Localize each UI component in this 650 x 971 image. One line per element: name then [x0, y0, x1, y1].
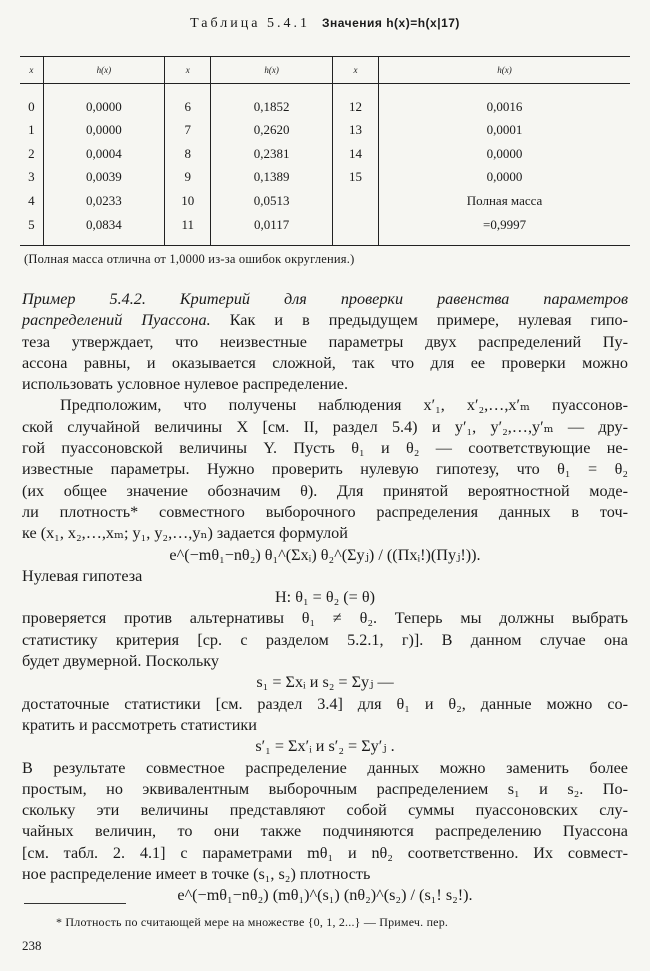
- text-line: чайных величин, то они также подчиняются распределению Пуассона: [22, 822, 628, 841]
- table-cell: 9: [165, 166, 211, 190]
- table-note: (Полная масса отлична от 1,0000 из-за ошибок округления.): [24, 252, 355, 266]
- table-row: [20, 119, 630, 143]
- text-line: ке (x₁, x₂,…,xₘ; y₁, y₂,…,yₙ) задается формулой: [22, 524, 348, 543]
- table-cell: 0,0000: [43, 95, 164, 119]
- text-line: Как и в предыдущем примере, нулевая гипо-: [229, 311, 629, 330]
- table-cell: 0,2381: [211, 142, 332, 166]
- table-cell: 2: [20, 142, 43, 166]
- table-cell: 0,0513: [211, 189, 332, 213]
- table-cell: 3: [20, 166, 43, 190]
- text-line: известные параметры. Нужно проверить нулевую гипотезу, что θ₁ = θ₂: [22, 460, 628, 479]
- text-line: ассона равны, и оказывается сложной, так что для ее проверки можно: [22, 353, 628, 372]
- table-cell: 0,0016: [486, 98, 523, 114]
- text-line: ской случайной величины X [см. II, раздел 5.4) и y′₁, y′₂,…,y′ₘ — дру-: [22, 417, 628, 436]
- table-cell: 8: [165, 142, 211, 166]
- table-row: [20, 213, 630, 246]
- formula-null-hypothesis: H: θ₁ = θ₂ (= θ): [274, 588, 375, 607]
- table-cell: 0,0834: [43, 213, 164, 246]
- table-cell: 4: [20, 189, 43, 213]
- example-heading-cont: распределений Пуассона.: [22, 311, 211, 330]
- table-cell: 0,0001: [486, 122, 523, 138]
- table-cell: 0,0004: [43, 142, 164, 166]
- table-cell: 12: [332, 95, 378, 119]
- table-row: [20, 189, 630, 213]
- text-line: ное распределение имеет в точке (s₁, s₂) плотность: [22, 865, 371, 884]
- table-cell: 0,0039: [43, 166, 164, 190]
- text-line: ли плотность* совместного выборочного распределения данных в точ-: [22, 502, 628, 521]
- table-cell: 1: [20, 119, 43, 143]
- text-line: скольку эти величины представляют собой суммы пуассоновских слу-: [22, 801, 628, 820]
- formula-statistics-prime: s′₁ = Σx′ᵢ и s′₂ = Σy′ⱼ .: [255, 737, 395, 756]
- table-cell: 0,1852: [211, 95, 332, 119]
- text-line: использовать условное нулевое распределение.: [22, 375, 349, 394]
- text-line: Предположим, что получены наблюдения x′₁, x′₂,…,x′ₘ пуассонов-: [60, 396, 628, 415]
- text-line: статистику критерия [ср. с разделом 5.2.1, г)]. В данном случае она: [22, 630, 628, 649]
- text-line: Нулевая гипотеза: [22, 566, 143, 585]
- formula-joint-density: e^(−mθ₁−nθ₂) θ₁^(Σxᵢ) θ₂^(Σyⱼ) / ((Πxᵢ!)(Πyⱼ!)).: [169, 545, 481, 564]
- footnote: * Плотность по считающей мере на множестве {0, 1, 2...} — Примеч. пер.: [56, 915, 449, 929]
- header-cell: x: [332, 57, 378, 84]
- table-row: [20, 142, 630, 166]
- table-caption-title: Значения h(x)=h(x|17): [321, 16, 460, 30]
- table-cell: 0,0000: [486, 169, 523, 185]
- header-cell: x: [165, 57, 211, 84]
- table-cell: 0,1389: [211, 166, 332, 190]
- text-line: проверяется против альтернативы θ₁ ≠ θ₂. Теперь мы должны выбрать: [22, 609, 628, 628]
- table-cell: 0: [20, 95, 43, 119]
- table-caption-label: Таблица 5.4.1: [190, 16, 310, 31]
- table-cell: 13: [332, 119, 378, 143]
- text-line: [см. табл. 2. 4.1] с параметрами mθ₁ и nθ₂ соответственно. Их совмест-: [22, 843, 628, 862]
- formula-sum-density: e^(−mθ₁−nθ₂) (mθ₁)^(s₁) (nθ₂)^(s₂) / (s₁! s₂!).: [177, 886, 473, 905]
- example-paragraph: [22, 289, 628, 907]
- table-cell: 15: [332, 166, 378, 190]
- text-line: достаточные статистики [см. раздел 3.4] для θ₁ и θ₂, данные можно со-: [22, 694, 628, 713]
- header-cell: h(x): [211, 57, 332, 84]
- text-line: В результате совместное распределение данных можно заменить более: [22, 758, 628, 777]
- table-cell: 10: [165, 189, 211, 213]
- table-caption: [0, 16, 650, 32]
- table-cell: Полная масса: [466, 192, 543, 208]
- table-cell: 0,0000: [43, 119, 164, 143]
- table-cell: 14: [332, 142, 378, 166]
- header-cell: x: [20, 57, 43, 84]
- values-table: [20, 56, 630, 246]
- text-line: гой пуассоновской величины Y. Пусть θ₁ и θ₂ — соответствующие не-: [22, 439, 628, 458]
- text-line: будет двумерной. Поскольку: [22, 652, 219, 671]
- table-cell: 0,0233: [43, 189, 164, 213]
- text-line: простым, но эквивалентным выборочным распределением s₁ и s₂. По-: [22, 779, 628, 798]
- text-line: кратить и рассмотреть статистики: [22, 715, 257, 734]
- table-cell: [332, 213, 378, 246]
- example-heading: Пример 5.4.2. Критерий для проверки равенства параметров: [22, 290, 628, 308]
- table-cell: 0,0117: [211, 213, 332, 246]
- page-number: 238: [22, 938, 42, 953]
- table-cell: [332, 189, 378, 213]
- table-cell: =0,9997: [379, 213, 630, 246]
- table-cell: 5: [20, 213, 43, 246]
- table-cell: 7: [165, 119, 211, 143]
- header-cell: h(x): [379, 57, 630, 84]
- text-line: (их общее значение обозначим θ). Для принятой вероятностной моде-: [22, 481, 628, 500]
- text-line: теза утверждает, что неизвестные параметры двух распределений Пу-: [22, 332, 628, 351]
- table-cell: 6: [165, 95, 211, 119]
- formula-statistics: s₁ = Σxᵢ и s₂ = Σyⱼ —: [256, 673, 394, 692]
- header-cell: h(x): [43, 57, 164, 84]
- table-cell: 11: [165, 213, 211, 246]
- table-row: [20, 166, 630, 190]
- table-cell: 0,0000: [486, 145, 523, 161]
- footnote-divider: [24, 903, 126, 904]
- table-header-row: [20, 57, 630, 84]
- table-row: [20, 95, 630, 119]
- table-cell: 0,2620: [211, 119, 332, 143]
